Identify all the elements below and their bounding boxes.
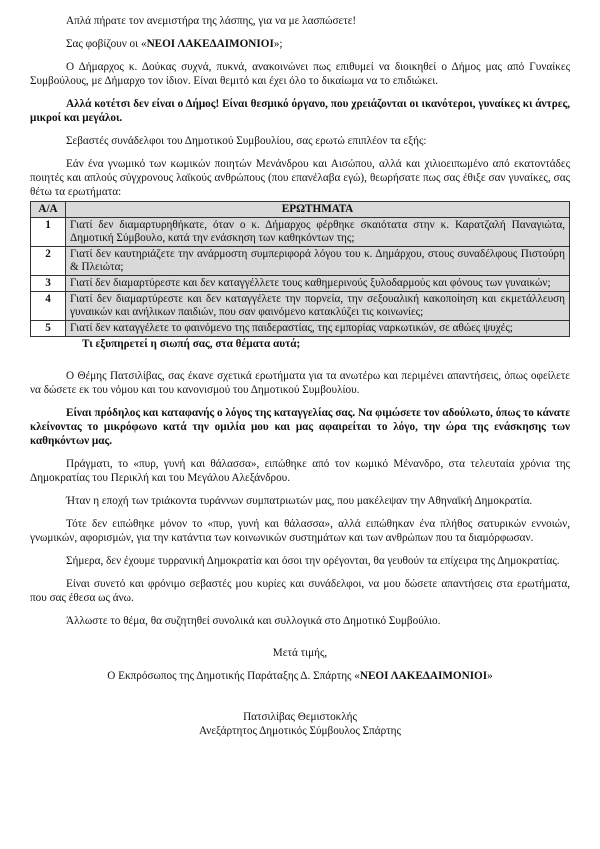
header-num: Α/Α — [31, 202, 66, 218]
party-name: ΝΕΟΙ ΛΑΚΕΔΑΙΜΟΝΙΟΙ — [146, 38, 274, 50]
signature-role: Ανεξάρτητος Δημοτικός Σύμβουλος Σπάρτης — [199, 725, 401, 737]
text-prefix: Σας φοβίζουν οι « — [66, 38, 147, 50]
silence-question: Τι εξυπηρετεί η σιωπή σας, στα θέματα αυτά; — [82, 338, 301, 350]
paragraph-question-fear — [30, 37, 570, 51]
rep-prefix: Ο Εκπρόσωπος της Δημοτικής Παράταξης Δ. Σπάρτης « — [107, 670, 360, 682]
paragraph-institution: Αλλά κοτέτσι δεν είναι ο Δήμος! Είναι θεσμικό όργανο, που χρειάζονται οι ικανότεροι, γυναίκες κι άντρες, μικροί και μεγάλοι. — [30, 98, 570, 124]
table-row — [31, 247, 570, 276]
row-text: Γιατί δεν καυτηριάζετε την ανάρμοστη συμπεριφορά λόγου του κ. Δημάρχου, στους συναδέλφους Πιστούρη & Πλειώτα; — [66, 247, 570, 276]
paragraph-council: Άλλωστε το θέμα, θα συζητηθεί συνολικά και συλλογικά στο Δημοτικό Συμβούλιο. — [66, 615, 441, 627]
paragraph-request: Είναι συνετό και φρόνιμο σεβαστές μου κυρίες και συνάδελφοι, να μου δώσετε απαντήσεις στα ερωτήματα, που σας έθεσα ως άνω. — [30, 578, 570, 604]
table-row — [31, 321, 570, 337]
paragraph-proverb: Εάν ένα γνωμικό των κωμικών ποιητών Μενάνδρου και Αισώπου, αλλά και χιλιοειπωμένο από εκατοντάδες ποιητές και απλούς σύγχρονους λαϊκούς ανθρώπους (που επανέλαβα εγώ), θεωρήσατε πως σας έθιξε σαν γυναίκες, σας θέτω τα ερωτήματα: — [30, 158, 570, 198]
row-num: 5 — [31, 321, 66, 337]
text-suffix: »; — [273, 38, 283, 50]
table-row — [31, 218, 570, 247]
paragraph-complaint: Είναι πρόδηλος και καταφανής ο λόγος της καταγγελίας σας. Να φιμώσετε τον αδούλωτο, όπως το κάνατε κλείνοντας το μικρόφωνο κατά την ομιλία μου και μας αφαιρείται το λόγο, την ώρα της ενάσκησης των καθηκόντων μας. — [30, 407, 570, 447]
closing-regards: Μετά τιμής, — [272, 647, 328, 659]
paragraph-address: Σεβαστές συνάδελφοι του Δημοτικού Συμβουλίου, σας ερωτώ επιπλέον τα εξής: — [66, 135, 427, 147]
rep-suffix: » — [487, 670, 493, 682]
row-num: 2 — [31, 247, 66, 276]
paragraph-menander: Πράγματι, το «πυρ, γυνή και θάλασσα», ειπώθηκε από τον κωμικό Μένανδρο, στα τελευταία χρόνια της Δημοκρατίας του Περικλή και του Μεγάλου Αλεξάνδρου. — [30, 458, 570, 484]
row-text: Γιατί δεν διαμαρτύρεστε και δεν καταγγέλετε την πορνεία, την σεξουαλική κακοποίηση και εκμετάλλευση γυναικών και ανήλικων παιδιών, που σαν φαινόμενο κατακλύζει τις κοινωνίες; — [66, 292, 570, 321]
row-num: 3 — [31, 276, 66, 292]
paragraph-mayor: Ο Δήμαρχος κ. Δούκας συχνά, πυκνά, ανακοινώνει πως επιθυμεί να διοικηθεί ο Δήμος μας από Γυναίκες Συμβούλους, με Δήμαρχο τον ίδιον. Είναι θεμιτό και έχει όλο το δικαίωμα να το επιδιώκει. — [30, 61, 570, 87]
paragraph-sayings: Τότε δεν ειπώθηκε μόνον το «πυρ, γυνή και θάλασσα», αλλά ειπώθηκαν ένα πλήθος σατυρικών εννοιών, γνωμικών, αφορισμών, για την κατάντια των κοινωνικών συστημάτων και των ανθρώπων που τα διαμόρφωσαν. — [30, 518, 570, 544]
closing-representative — [30, 669, 570, 683]
row-num: 4 — [31, 292, 66, 321]
questions-table — [30, 201, 570, 337]
header-title: ΕΡΩΤΗΜΑΤΑ — [66, 202, 570, 218]
paragraph-patsilivas: Ο Θέμης Πατσιλίβας, σας έκανε σχετικά ερωτήματα για τα ανωτέρω και περιμένει απαντήσεις, όπως οφείλετε να δώσετε εκ του νόμου και του κανονισμού του Δημοτικού Συμβουλίου. — [30, 370, 570, 396]
table-row — [31, 292, 570, 321]
rep-party-name: ΝΕΟΙ ΛΑΚΕΔΑΙΜΟΝΙΟΙ — [359, 670, 488, 682]
row-num: 1 — [31, 218, 66, 247]
table-header-row — [31, 202, 570, 218]
table-row — [31, 276, 570, 292]
paragraph-today: Σήμερα, δεν έχουμε τυρρανική Δημοκρατία και όσοι την ορέγονται, θα γευθούν τα επίχειρα της Δημοκρατίας. — [66, 555, 560, 567]
signature-name: Πατσιλίβας Θεμιστοκλής — [243, 711, 357, 723]
row-text: Γιατί δεν καταγγέλετε το φαινόμενο της παιδεραστίας, της εμπορίας ναρκωτικών, σε αθώες ψυχές; — [66, 321, 570, 337]
paragraph-intro: Απλά πήρατε τον ανεμιστήρα της λάσπης, για να με λασπώσετε! — [66, 15, 357, 27]
row-text: Γιατί δεν διαμαρτύρεστε και δεν καταγγέλλετε τους καθημερινούς ξυλοδαρμούς και φόνους των γυναικών; — [66, 276, 570, 292]
row-text: Γιατί δεν διαμαρτυρηθήκατε, όταν ο κ. Δήμαρχος φέρθηκε σκαιότατα στην κ. Καρατζαλή Παναγιώτα, Δημοτική Σύμβουλο, κατά την ενάσκηση των καθηκόντων της; — [66, 218, 570, 247]
paragraph-tyrants: Ήταν η εποχή των τριάκοντα τυράννων συμπατριωτών μας, που μακέλεψαν την Αθηναϊκή Δημοκρατία. — [66, 495, 533, 507]
